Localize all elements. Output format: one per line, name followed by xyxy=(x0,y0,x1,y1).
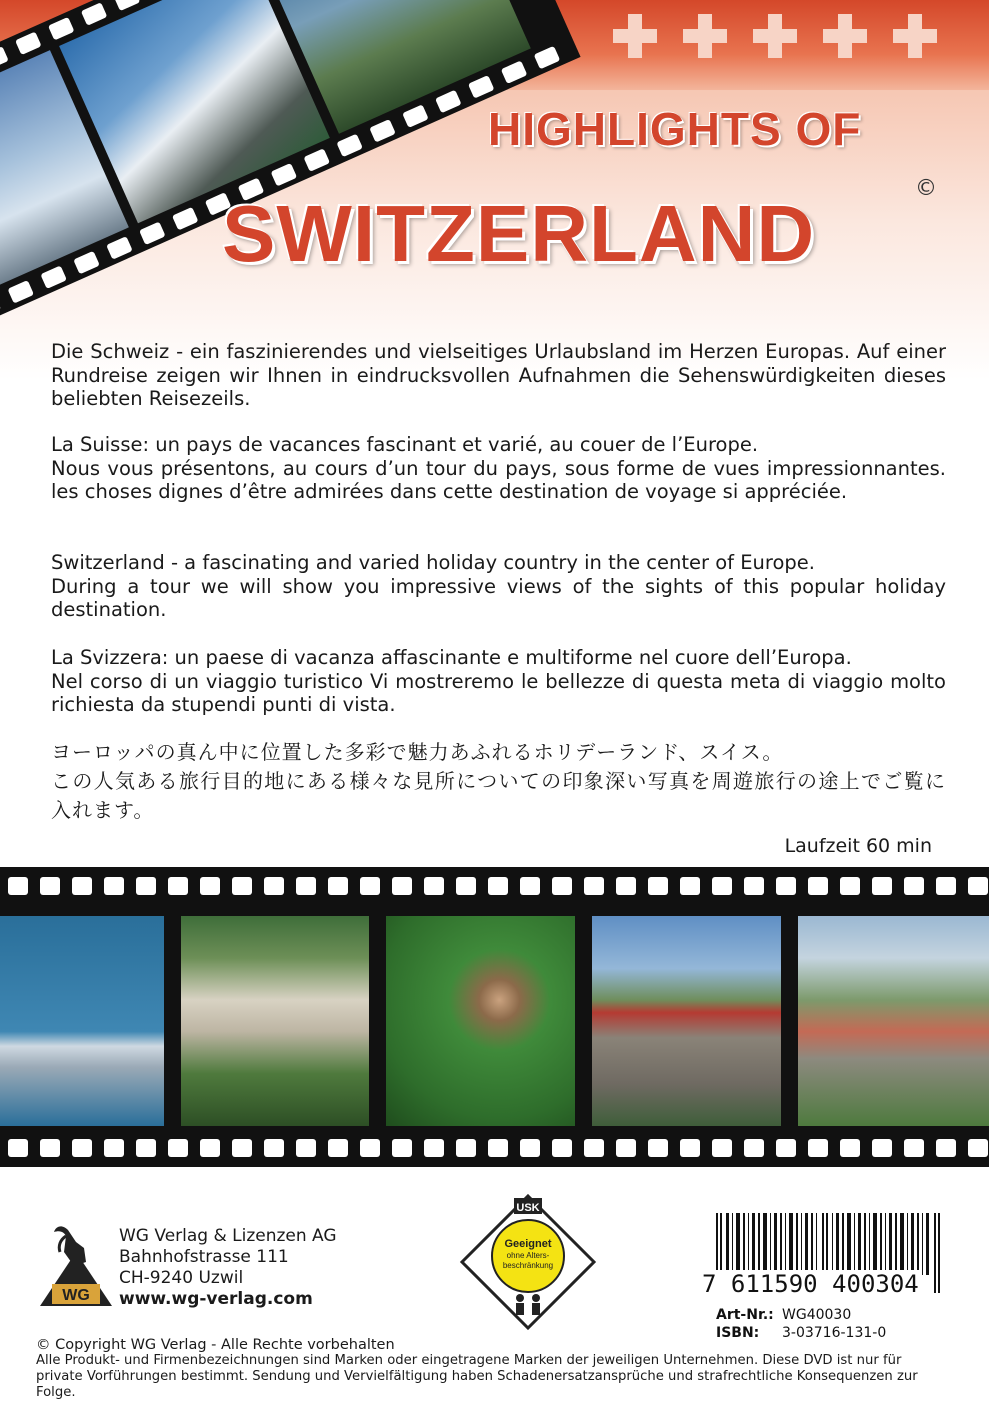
title-switzerland: SWITZERLAND xyxy=(222,189,816,278)
copyright-notice: © Copyright WG Verlag - Alle Rechte vorbehalten xyxy=(36,1337,395,1353)
swiss-cross-icon xyxy=(891,12,939,60)
horizontal-film-strip xyxy=(0,867,989,1167)
description-german: Die Schweiz - ein faszinierendes und vielseitiges Urlaubsland im Herzen Europas. Auf einer Rundreise zeigen wir Ihnen in eindrucksvollen Aufnahmen die Sehenswürdigkeiten dieses beliebten Reisezeils. xyxy=(51,340,946,410)
svg-text:beschränkung: beschränkung xyxy=(502,1261,554,1270)
swiss-cross-icon xyxy=(821,12,869,60)
svg-text:WG: WG xyxy=(62,1287,90,1304)
swiss-cross-icon xyxy=(681,12,729,60)
legal-footer xyxy=(36,1337,936,1401)
art-nr-label: Art-Nr.: xyxy=(716,1307,774,1323)
publisher-website: www.wg-verlag.com xyxy=(119,1289,313,1309)
publisher-address xyxy=(119,1226,337,1310)
svg-text:Geeignet: Geeignet xyxy=(504,1238,552,1250)
art-nr-value: WG40030 xyxy=(782,1307,852,1323)
barcode-number: 7 611590 400304 xyxy=(702,1270,919,1298)
photo-frame-miniature-town xyxy=(798,916,989,1126)
photo-frame-airplane xyxy=(0,916,164,1126)
description-italian: La Svizzera: un paese di vacanza affascinante e multiforme nel cuore dell’Europa. Nel corso di un viaggio turistico Vi mostreremo le bellezze di questa meta di viaggio molto richiesta da stupendi punti di vista. xyxy=(51,646,946,716)
svg-text:USK: USK xyxy=(516,1202,540,1214)
publisher-city: CH-9240 Uzwil xyxy=(119,1268,244,1288)
svg-text:ohne Alters-: ohne Alters- xyxy=(506,1251,550,1260)
isbn-value: 3-03716-131-0 xyxy=(782,1325,887,1341)
film-perforations xyxy=(0,1133,989,1163)
swiss-cross-icon xyxy=(611,12,659,60)
isbn-label: ISBN: xyxy=(716,1325,760,1341)
publisher-name: WG Verlag & Lizenzen AG xyxy=(119,1226,337,1246)
wg-ibex-logo-icon xyxy=(38,1222,114,1308)
photo-frame-vineyard xyxy=(386,916,575,1126)
publisher-street: Bahnhofstrasse 111 xyxy=(119,1247,289,1267)
photo-frame-train-bridge xyxy=(592,916,781,1126)
description-english: Switzerland - a fascinating and varied holiday country in the center of Europe. During a tour we will show you impressive views of the sights of this popular holiday destination. xyxy=(51,551,946,621)
runtime-label: Laufzeit 60 min xyxy=(784,835,932,857)
usk-rating-badge xyxy=(458,1192,598,1332)
film-perforations xyxy=(0,871,989,901)
photo-frame-castle xyxy=(181,916,369,1126)
legal-notice: Alle Produkt- und Firmenbezeichnungen sind Marken oder eingetragene Marken der jeweiligen Unternehmen. Diese DVD ist nur für private Vorführungen bestimmt. Sendung und Vervielfältigung haben Schadenersatzansprüche und strafrechtliche Konsequenzen zur Folge. xyxy=(36,1353,918,1400)
description-french: La Suisse: un pays de vacances fascinant et varié, au couer de l’Europe. Nous vous présentons, au cours d’un tour du pays, sous forme de vues impressionnantes. les choses dignes d’être admirées dans cette destination de voyage si appréciée. xyxy=(51,433,946,503)
description-japanese: ヨーロッパの真ん中に位置した多彩で魅力あふれるホリデーランド、スイス。 この人気ある旅行目的地にある様々な見所についての印象深い写真を周遊旅行の途上でご覧に入れます。 xyxy=(51,740,946,822)
swiss-cross-icon xyxy=(751,12,799,60)
title-highlights: HIGHLIGHTS OF xyxy=(488,103,862,155)
swiss-crosses xyxy=(611,12,939,60)
copyright-mark: © xyxy=(915,176,937,201)
